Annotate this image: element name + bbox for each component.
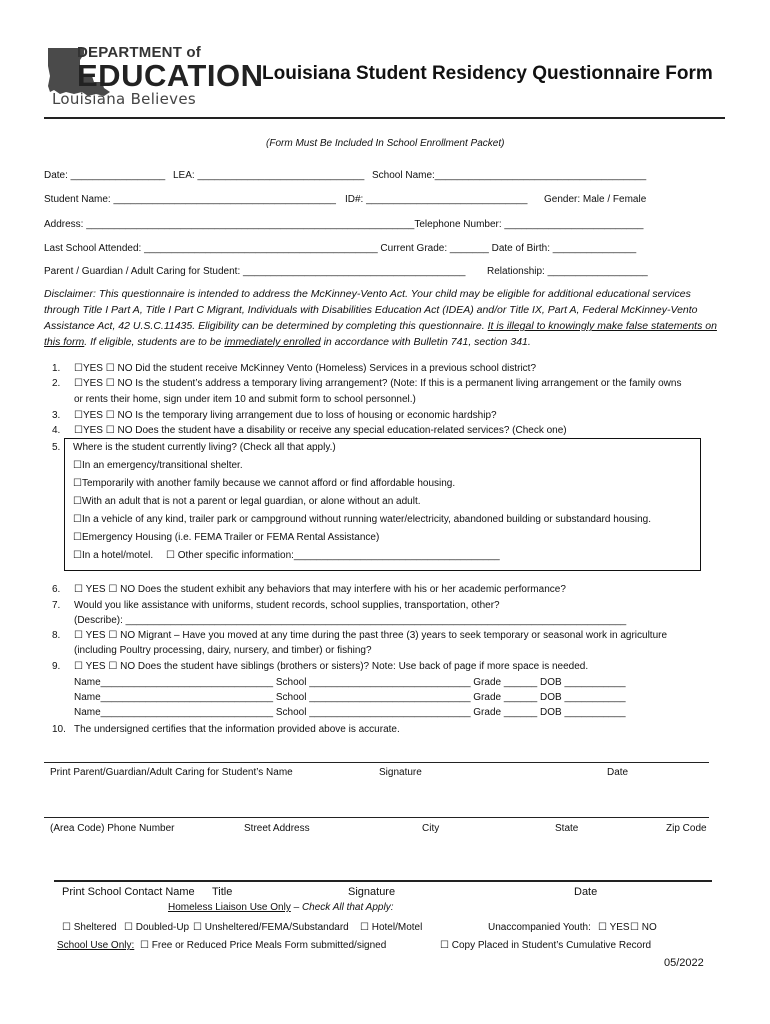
homeless-liaison-heading: Homeless Liaison Use Only – Check All that Apply:: [168, 902, 394, 913]
q7-text: Would you like assistance with uniforms, student records, school supplies, transportation, other?: [74, 600, 500, 611]
q5-option-another-family[interactable]: ☐Temporarily with another family because we cannot afford or find affordable housing.: [73, 478, 456, 489]
sibling-row[interactable]: Name_______________________________ School _____________________________ Grade ______ DOB ___________: [74, 677, 626, 688]
q2-yes-checkbox-icon[interactable]: ☐: [74, 378, 83, 389]
q6-item: [74, 584, 566, 595]
q2-number: 2.: [52, 378, 61, 389]
q9-item: [74, 661, 588, 672]
gender-field[interactable]: Gender: Male / Female: [544, 194, 647, 205]
q6-yes-checkbox-icon[interactable]: ☐: [74, 584, 83, 595]
q10-text: The undersigned certifies that the information provided above is accurate.: [74, 724, 400, 735]
q5-text: Where is the student currently living? (Check all that apply.): [73, 442, 336, 453]
relationship-field[interactable]: Relationship: __________________: [487, 266, 648, 277]
state-label: State: [555, 823, 579, 834]
title-divider: [44, 117, 725, 119]
school-contact-date-label: Date: [574, 886, 598, 898]
checkbox-icon[interactable]: ☐: [73, 496, 82, 507]
checkbox-icon[interactable]: ☐: [598, 922, 607, 933]
q1-text: YES ☐ NO Did the student receive McKinney Vento (Homeless) Services in a previous school district?: [82, 363, 537, 374]
q5-option-vehicle[interactable]: ☐In a vehicle of any kind, trailer park or campground without running water/electricity, abandoned building or substandard housing.: [73, 514, 652, 525]
q8-yes-checkbox-icon[interactable]: ☐: [74, 630, 83, 641]
q3-yes-checkbox-icon[interactable]: ☐: [74, 410, 83, 421]
q8-number: 8.: [52, 630, 61, 641]
checkbox-icon[interactable]: ☐: [140, 940, 149, 951]
print-parent-name-label: Print Parent/Guardian/Adult Caring for Student’s Name: [50, 767, 293, 778]
q7-describe-field[interactable]: (Describe): __________________________________________________________________________________________: [74, 615, 627, 626]
logo-louisiana-believes-text: Louisiana Believes: [52, 90, 196, 108]
checkbox-icon[interactable]: ☐: [73, 514, 82, 525]
city-label: City: [422, 823, 440, 834]
lea-field[interactable]: LEA: ______________________________: [173, 170, 365, 181]
q2-continuation: or rents their home, sign under item 10 and submit form to school personnel.): [74, 394, 416, 405]
liaison-hotel-motel-option[interactable]: ☐ Hotel/Motel: [360, 922, 423, 933]
q3-text: YES ☐ NO Is the temporary living arrangement due to loss of housing or economic hardship?: [82, 410, 497, 421]
logo-education-text: EDUCATION: [77, 58, 264, 93]
checkbox-icon[interactable]: ☐: [73, 532, 82, 543]
q5-option-hotel[interactable]: ☐In a hotel/motel.: [73, 550, 154, 561]
form-subtitle: (Form Must Be Included In School Enrollment Packet): [266, 138, 505, 149]
parent-signature-label: Signature: [379, 767, 422, 778]
q1-number: 1.: [52, 363, 61, 374]
signature-line: [44, 762, 709, 763]
unaccompanied-yes-option[interactable]: ☐ YES: [598, 922, 630, 933]
q10-number: 10.: [52, 724, 66, 735]
checkbox-icon[interactable]: ☐: [73, 460, 82, 471]
q8-item: [74, 630, 667, 641]
q6-number: 6.: [52, 584, 61, 595]
school-use-only-label: School Use Only:: [57, 940, 135, 951]
parent-date-label: Date: [607, 767, 629, 778]
sibling-row[interactable]: Name_______________________________ School _____________________________ Grade ______ DOB ___________: [74, 692, 626, 703]
q6-text: YES ☐ NO Does the student exhibit any behaviors that may interfere with his or her academic performance?: [85, 584, 566, 595]
checkbox-icon[interactable]: ☐: [193, 922, 202, 933]
q5-option-other[interactable]: ☐ Other specific information:_____________________________________: [166, 550, 500, 561]
unaccompanied-no-option[interactable]: ☐ NO: [630, 922, 657, 933]
id-field[interactable]: ID#: _____________________________: [345, 194, 528, 205]
sibling-row[interactable]: Name_______________________________ School _____________________________ Grade ______ DOB ___________: [74, 707, 626, 718]
school-contact-title-label: Title: [212, 886, 233, 898]
q4-number: 4.: [52, 425, 61, 436]
q9-text: YES ☐ NO Does the student have siblings (brothers or sisters)? Note: Use back of page if more space is needed.: [85, 661, 589, 672]
q4-item: [74, 425, 567, 436]
liaison-sheltered-option[interactable]: ☐ Sheltered: [62, 922, 117, 933]
q4-text: YES ☐ NO Does the student have a disability or receive any special education-related services? (Check one): [82, 425, 567, 436]
form-title: Louisiana Student Residency Questionnaire Form: [262, 63, 713, 84]
checkbox-icon[interactable]: ☐: [124, 922, 133, 933]
q2-text: YES ☐ NO Is the student’s address a temporary living arrangement? (Note: If this is a permanent living arrangement or the family owns: [82, 378, 682, 389]
q3-number: 3.: [52, 410, 61, 421]
checkbox-icon[interactable]: ☐: [73, 550, 82, 561]
checkbox-icon[interactable]: ☐: [166, 550, 175, 561]
liaison-doubled-up-option[interactable]: ☐ Doubled-Up: [124, 922, 190, 933]
q2-item: [74, 378, 681, 389]
q4-yes-checkbox-icon[interactable]: ☐: [74, 425, 83, 436]
date-field[interactable]: Date: _________________: [44, 170, 166, 181]
q7-number: 7.: [52, 600, 61, 611]
unaccompanied-youth-label: Unaccompanied Youth:: [488, 922, 591, 933]
free-reduced-meals-option[interactable]: ☐ Free or Reduced Price Meals Form submitted/signed: [140, 940, 387, 951]
q1-item: [74, 363, 536, 374]
school-contact-name-label: Print School Contact Name: [62, 886, 195, 898]
q5-option-adult-not-guardian[interactable]: ☐With an adult that is not a parent or legal guardian, or alone without an adult.: [73, 496, 421, 507]
logo-department-text: DEPARTMENT of: [77, 44, 201, 61]
parent-guardian-field[interactable]: Parent / Guardian / Adult Caring for Student: ________________________________________: [44, 266, 466, 277]
q5-number: 5.: [52, 442, 61, 453]
q5-option-shelter[interactable]: ☐In an emergency/transitional shelter.: [73, 460, 243, 471]
q8-text: YES ☐ NO Migrant – Have you moved at any time during the past three (3) years to seek temporary or seasonal work in agriculture: [85, 630, 668, 641]
checkbox-icon[interactable]: ☐: [440, 940, 449, 951]
q1-yes-checkbox-icon[interactable]: ☐: [74, 363, 83, 374]
checkbox-icon[interactable]: ☐: [73, 478, 82, 489]
phone-number-label: (Area Code) Phone Number: [50, 823, 175, 834]
zip-code-label: Zip Code: [666, 823, 707, 834]
last-school-grade-dob-field[interactable]: Last School Attended: __________________________________________ Current Grade: _______ Date of Birth: _______________: [44, 243, 637, 254]
copy-placed-option[interactable]: ☐ Copy Placed in Student’s Cumulative Record: [440, 940, 652, 951]
street-address-label: Street Address: [244, 823, 310, 834]
revision-date: 05/2022: [664, 957, 704, 969]
contact-line: [44, 817, 709, 818]
school-name-field[interactable]: School Name:______________________________________: [372, 170, 647, 181]
q3-item: [74, 410, 497, 421]
q5-option-emergency-housing[interactable]: ☐Emergency Housing (i.e. FEMA Trailer or FEMA Rental Assistance): [73, 532, 380, 543]
school-contact-signature-label: Signature: [348, 886, 396, 898]
liaison-unsheltered-option[interactable]: ☐ Unsheltered/FEMA/Substandard: [193, 922, 349, 933]
disclaimer-paragraph: Disclaimer: This questionnaire is intended to address the McKinney-Vento Act. Your child may be eligible for additional educational services through Title I Part A, Title I Part C Migrant, Individuals with Disabilities Education Act (IDEA) and/or Title IX, Part A, Federal McKinney-Vento Assistance Act, 42 U.S.C.11435. Eligibility can be determined by completing this questionnaire. It is illegal to knowingly make false statements on this form. If eligible, students are to be immediately enrolled in accordance with Bulletin 741, section 341.: [44, 288, 717, 348]
q9-number: 9.: [52, 661, 61, 672]
checkbox-icon[interactable]: ☐: [62, 922, 71, 933]
address-phone-field[interactable]: Address: ___________________________________________________________Telephone Number: _________________________: [44, 219, 644, 230]
checkbox-icon[interactable]: ☐: [360, 922, 369, 933]
school-contact-line: [54, 880, 712, 882]
q9-yes-checkbox-icon[interactable]: ☐: [74, 661, 83, 672]
student-name-field[interactable]: Student Name: ________________________________________: [44, 194, 336, 205]
checkbox-icon[interactable]: ☐: [630, 922, 639, 933]
q8-continuation: (including Poultry processing, dairy, nursery, and timber) or fishing?: [74, 645, 372, 656]
